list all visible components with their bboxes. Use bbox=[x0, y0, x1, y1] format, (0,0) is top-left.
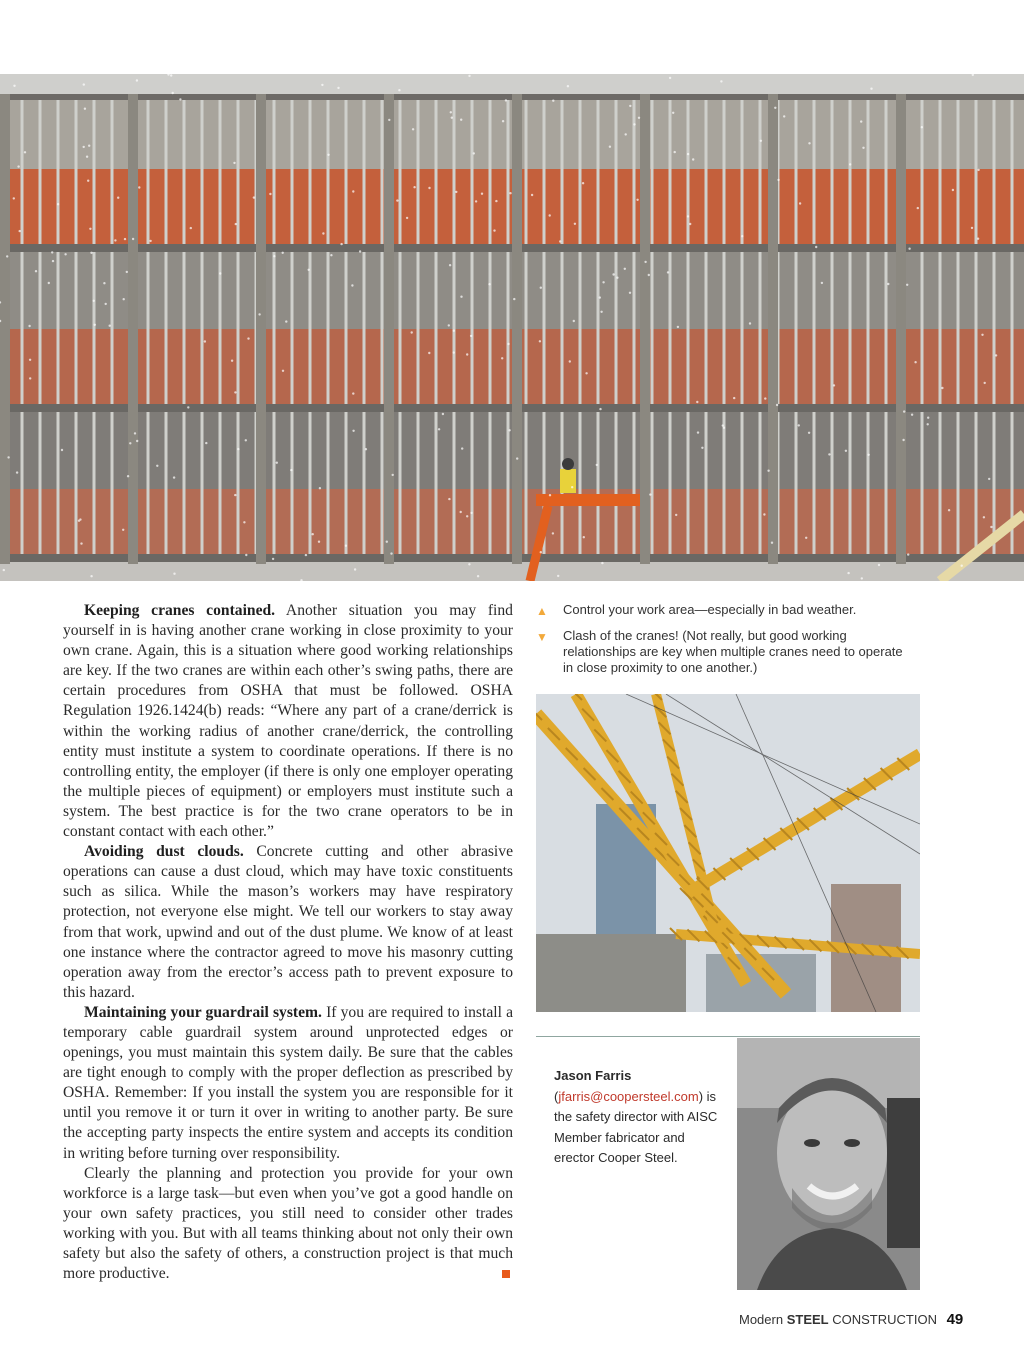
page-number: 49 bbox=[946, 1311, 964, 1328]
magazine-name-modern: Modern bbox=[739, 1312, 784, 1327]
up-arrow-icon: ▲ bbox=[536, 604, 548, 618]
lead-guardrail: Maintaining your guardrail system. bbox=[84, 1003, 322, 1021]
paragraph-guardrail bbox=[63, 1003, 513, 1164]
author-email-link[interactable]: jfarris@coopersteel.com bbox=[558, 1088, 699, 1104]
caption-crane-photo bbox=[536, 628, 906, 676]
photo-captions bbox=[536, 602, 906, 686]
down-arrow-icon: ▼ bbox=[536, 630, 548, 644]
construction-site-illustration bbox=[0, 74, 1024, 581]
author-portrait bbox=[737, 1038, 920, 1290]
text-conclusion: Clearly the planning and protection you provide for your own workforce is a large task—but even when you’ve got a good handle on your own safety practices, you still need to consider other trades working with you. But with all teams thinking about not only their own safety but also the safety of others, a construction project is that much more productive. bbox=[63, 1164, 513, 1283]
cranes-photo bbox=[536, 694, 920, 1012]
text-cranes: Another situation you may find yourself in is having another crane working in close proximity to your own crane. Again, this is a situation where good working relationships are key. If the two cranes are within each other’s swing paths, there are certain procedures from OSHA that must be followed. OSHA Regulation 1926.1424(b) reads: “Where any part of a crane/derrick is within the working radius of another crane/derrick, the controlling entity must institute a system to coordinate operations. If there is no controlling entity, the employer (if there is only one employer operating the multiple pieces of equipment) or employers must institute such a system. The best practice is for the two crane operators to be in constant contact with each other.” bbox=[63, 602, 513, 841]
text-dust: Concrete cutting and other abrasive operations can cause a dust cloud, which may have toxic constituents such as silica. While the mason’s workers may have respiratory protection, not everyone else might. We tell our workers to stay away from that work, upwind and out of the dust plume. We know of at least one instance where the contractor agreed to move his masonry cutting operation away from the erector’s access path to prevent exposure to this hazard. bbox=[63, 843, 513, 1001]
portrait-illustration bbox=[737, 1038, 920, 1290]
bio-description: ) is the safety director with AISC Member fabricator and erector Cooper Steel. bbox=[554, 1088, 718, 1165]
author-bio bbox=[554, 1066, 724, 1169]
bio-open-paren: ( bbox=[554, 1088, 559, 1104]
paragraph-cranes bbox=[63, 601, 513, 842]
lead-dust: Avoiding dust clouds. bbox=[84, 843, 244, 861]
paragraph-conclusion bbox=[63, 1164, 513, 1285]
text-guardrail: If you are required to install a temporary cable guardrail system around unprotected edges or openings, you must maintain this system daily. Be sure that the cables are tight enough to comply with the proper deflection as prescribed by OSHA. Remember: If you install the system you are responsible for it until you remove it or turn it over in writing to another party. Be sure the accepting party inspects the entire system and accepts its condition in writing before turning over responsibility. bbox=[63, 1003, 513, 1162]
author-name: Jason Farris bbox=[554, 1068, 632, 1083]
article-body bbox=[63, 601, 513, 1284]
page-footer bbox=[739, 1311, 963, 1328]
cranes-illustration bbox=[536, 694, 920, 1012]
end-of-article-mark bbox=[502, 1270, 510, 1278]
magazine-name-construction: CONSTRUCTION bbox=[832, 1312, 937, 1327]
caption-top-photo bbox=[536, 602, 906, 618]
paragraph-dust bbox=[63, 842, 513, 1003]
section-divider bbox=[536, 1036, 920, 1037]
caption-crane-text: Clash of the cranes! (Not really, but good working relationships are key when multiple cranes need to operate in close proximity to one another.) bbox=[563, 628, 903, 675]
magazine-name-steel: STEEL bbox=[786, 1312, 829, 1327]
caption-top-text: Control your work area—especially in bad weather. bbox=[563, 602, 857, 617]
lead-cranes: Keeping cranes contained. bbox=[84, 602, 276, 619]
construction-site-photo bbox=[0, 74, 1024, 581]
